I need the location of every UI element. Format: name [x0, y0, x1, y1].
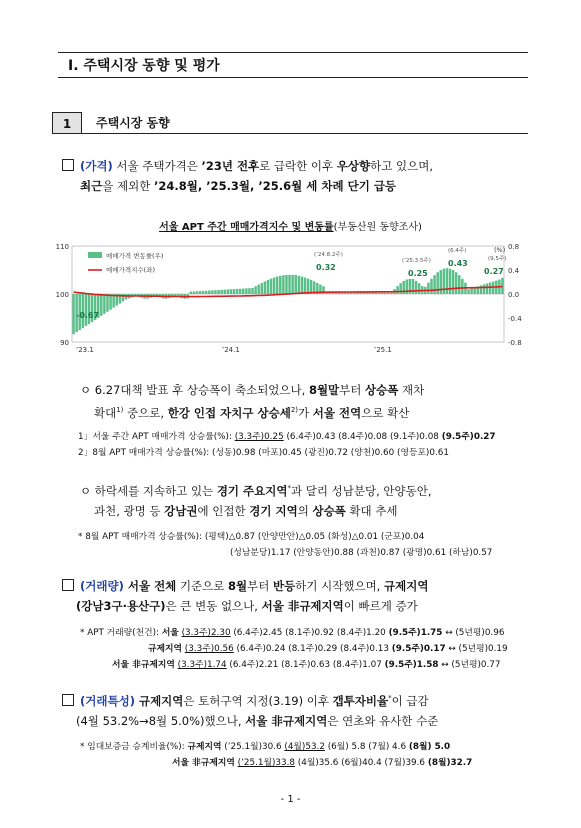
rate-bar — [288, 275, 290, 294]
rate-bar — [378, 293, 380, 294]
rate-bar — [270, 279, 272, 294]
rate-bar — [298, 276, 300, 294]
unit-label: (%) — [494, 246, 506, 254]
rate-bar — [480, 285, 482, 294]
annotation-label: 0.43 — [448, 259, 468, 268]
rate-bar — [276, 277, 278, 294]
footnote-2: 2」8월 APT 매매가격 상승률(%): (성동)0.98 (마포)0.45 (광진)0.72 (양천)0.60 (영등포)0.61 — [78, 448, 449, 458]
gyeonggi-paragraph: ㅇ 하락세를 지속하고 있는 경기 주요지역*과 달리 성남분당, 안양동안, 과천, 광명 등 강남권에 인접한 경기 지역의 상승폭 확대 추세 — [80, 483, 432, 518]
rate-bar — [245, 288, 247, 294]
rate-bar — [267, 280, 269, 294]
rate-bar — [375, 293, 377, 294]
chart-title: 서울 APT 주간 매매가격지수 및 변동률(부동산원 동향조사) — [159, 222, 422, 233]
price-paragraph: (가격) 서울 주택가격은 ’23년 전후로 급락한 이후 우상향하고 있으며, 최근을 제외한 ’24.8월, ’25.3월, ’25.6월 세 차례 단기 급등 — [62, 156, 532, 196]
rate-bar — [372, 293, 374, 295]
x-tick-label: ’23.1 — [76, 346, 94, 354]
rate-bar — [227, 289, 229, 294]
rate-bar — [248, 288, 250, 294]
checkbox-bullet-icon — [62, 579, 74, 591]
rate-bar — [103, 294, 105, 314]
left-tick-label: 100 — [55, 291, 69, 299]
rate-bar — [199, 291, 201, 294]
right-tick-label: 0.4 — [508, 267, 520, 275]
legend-bar-swatch — [88, 252, 102, 258]
circle-bullet-icon: ㅇ — [80, 383, 95, 397]
annotation-period: (’24.8.2주) — [314, 252, 343, 258]
rate-bar — [193, 291, 195, 294]
rate-bar — [125, 294, 127, 300]
rate-bar — [486, 283, 488, 294]
rate-bar — [254, 286, 256, 294]
rate-bar — [239, 289, 241, 294]
right-tick-label: -0.4 — [508, 315, 522, 323]
annotation-label: 0.32 — [316, 263, 336, 272]
rate-bar — [233, 289, 235, 294]
rate-bar — [273, 278, 275, 294]
rate-bar — [467, 289, 469, 294]
checkbox-bullet-icon — [62, 694, 74, 706]
annotation-label: 0.25 — [408, 269, 428, 278]
right-tick-label: -0.8 — [508, 339, 522, 347]
x-axis-ticks — [76, 346, 392, 354]
rate-bar — [387, 293, 389, 294]
rate-bar — [458, 275, 460, 294]
left-tick-label: 110 — [55, 243, 69, 251]
left-tick-label: 90 — [60, 339, 69, 347]
annotation-label: -0.67 — [76, 311, 100, 320]
rate-bar — [242, 289, 244, 294]
rate-bar — [279, 276, 281, 294]
rate-bar — [399, 283, 401, 294]
rate-bar — [291, 275, 293, 294]
rate-bar — [205, 291, 207, 294]
annotation-period: (6.4주) — [448, 248, 467, 254]
rate-bar — [211, 290, 213, 294]
left-axis-ticks — [56, 243, 69, 347]
x-tick-label: ’24.1 — [222, 346, 240, 354]
rate-bar — [384, 293, 386, 294]
footnote-3-line2: (성남분당)1.17 (안양동안)0.88 (과천)0.87 (광명)0.61 (하남)0.57 — [230, 548, 493, 558]
rate-bar — [294, 275, 296, 294]
rate-bar — [446, 268, 448, 294]
rate-bar — [390, 293, 392, 294]
footnote-5-row1: * 임대보증금 승계비율(%): 규제지역 (’25.1월)30.6 (4월)53.2 (6월) 5.8 (7월) 4.6 (8월) 5.0 — [80, 742, 451, 752]
characteristics-paragraph: (거래특성) 규제지역은 토허구역 지정(3.19) 이후 갭투자비율*이 급감 (4월 53.2%→8월 5.0%)했으나, 서울 非규제지역은 연초와 유사한 수준 — [62, 688, 532, 731]
footnote-1: 1」서울 주간 APT 매매가격 상승률(%): (3.3주)0.25 (6.4주)0.43 (8.4주)0.08 (9.1주)0.08 (9.5주)0.27 — [78, 432, 496, 442]
rate-bar — [190, 292, 192, 294]
trend-paragraph: ㅇ 6.27대책 발표 후 상승폭이 축소되었으나, 8월말부터 상승폭 재차 확대$^{1)}$ 중으로, 한강 인접 자치구 상승세$^{2)}$가 서울 전역으로 확산 — [80, 383, 425, 420]
rate-bar — [208, 291, 210, 294]
rate-bar — [415, 281, 417, 294]
rate-bar — [396, 286, 398, 294]
footnote-5-row2: 서울 非규제지역 (’25.1월)33.8 (4월)35.6 (6월)40.4 (7월)39.6 (8월)32.7 — [172, 758, 473, 768]
rate-bar — [452, 270, 454, 294]
rate-bar — [461, 279, 463, 294]
rate-bar — [285, 275, 287, 294]
rate-bar — [217, 290, 219, 294]
rate-bar — [264, 281, 266, 294]
rate-bar — [381, 293, 383, 294]
rate-bar — [261, 283, 263, 294]
rate-bar — [418, 283, 420, 294]
page-number: - 1 - — [280, 794, 301, 805]
circle-bullet-icon: ㅇ — [80, 483, 95, 498]
rate-bar — [455, 272, 457, 294]
annotation-label: 0.27 — [484, 267, 504, 276]
rate-bar — [230, 289, 232, 294]
rate-bar — [196, 291, 198, 294]
rate-bar — [449, 269, 451, 294]
legend-line-label: 매매가격지수(좌) — [106, 266, 156, 274]
rate-bar — [251, 288, 253, 294]
right-axis-ticks — [508, 243, 522, 347]
rate-bar — [72, 294, 74, 334]
rate-bar — [282, 275, 284, 294]
rate-bar — [433, 275, 435, 294]
rate-bar — [427, 283, 429, 294]
rate-bar — [202, 291, 204, 294]
rate-bar — [470, 288, 472, 294]
rate-bar — [436, 272, 438, 294]
rate-bar — [100, 294, 102, 316]
rate-bar — [443, 269, 445, 294]
footnote-4-row3: 서울 非규제지역 (3.3주)1.74 (6.4주)2.21 (8.1주)0.63 (8.4주)1.07 (9.5주)1.58 ↔ (5년평)0.77 — [112, 660, 501, 670]
legend-bar-label: 매매가격 변동률(우) — [106, 252, 164, 260]
rate-bar — [214, 290, 216, 294]
rate-bar — [106, 294, 108, 312]
rate-bar — [489, 282, 491, 294]
subsection-number: 1 — [52, 112, 82, 134]
volume-paragraph: (거래량) 서울 전체 기준으로 8월부터 반등하기 시작했으며, 규제지역 (강남3구·용산구)은 큰 변동 없으나, 서울 非규제지역이 빠르게 증가 — [62, 576, 532, 616]
price-chart — [50, 236, 540, 362]
rate-bar — [257, 285, 259, 294]
rate-bar — [301, 277, 303, 294]
footnote-4-row2: 규제지역 (3.3주)0.56 (6.4주)0.24 (8.1주)0.29 (8.4주)0.13 (9.5주)0.17 ↔ (5년평)0.19 — [148, 644, 508, 654]
rate-bar — [483, 284, 485, 294]
rate-bar — [304, 278, 306, 294]
rate-bar — [430, 279, 432, 294]
right-tick-label: 0.8 — [508, 243, 520, 251]
rate-bar — [109, 294, 111, 310]
rate-bar — [224, 290, 226, 294]
footnote-3-line1: * 8월 APT 매매가격 상승률(%): (평택)△0.87 (안양만안)△0.05 (화성)△0.01 (군포)0.04 — [78, 532, 425, 542]
rate-bar — [307, 279, 309, 294]
right-tick-label: 0.0 — [508, 291, 520, 299]
rate-bar — [236, 289, 238, 294]
checkbox-bullet-icon — [62, 159, 74, 171]
bar-series — [72, 268, 503, 334]
subsection-title: 주택시장 동향 — [82, 112, 528, 134]
annotation-period: (9.5주) — [488, 256, 507, 262]
footnote-4-row1: * APT 거래량(천건): 서울 (3.3주)2.30 (6.4주)2.45 (8.1주)0.92 (8.4주)1.20 (9.5주)1.75 ↔ (5년평)0.96 — [80, 628, 505, 638]
annotation-period: (’25.3.5주) — [402, 258, 431, 264]
rate-bar — [220, 290, 222, 294]
section-title: Ⅰ. 주택시장 동향 및 평가 — [58, 52, 528, 78]
x-tick-label: ’25.1 — [374, 346, 392, 354]
